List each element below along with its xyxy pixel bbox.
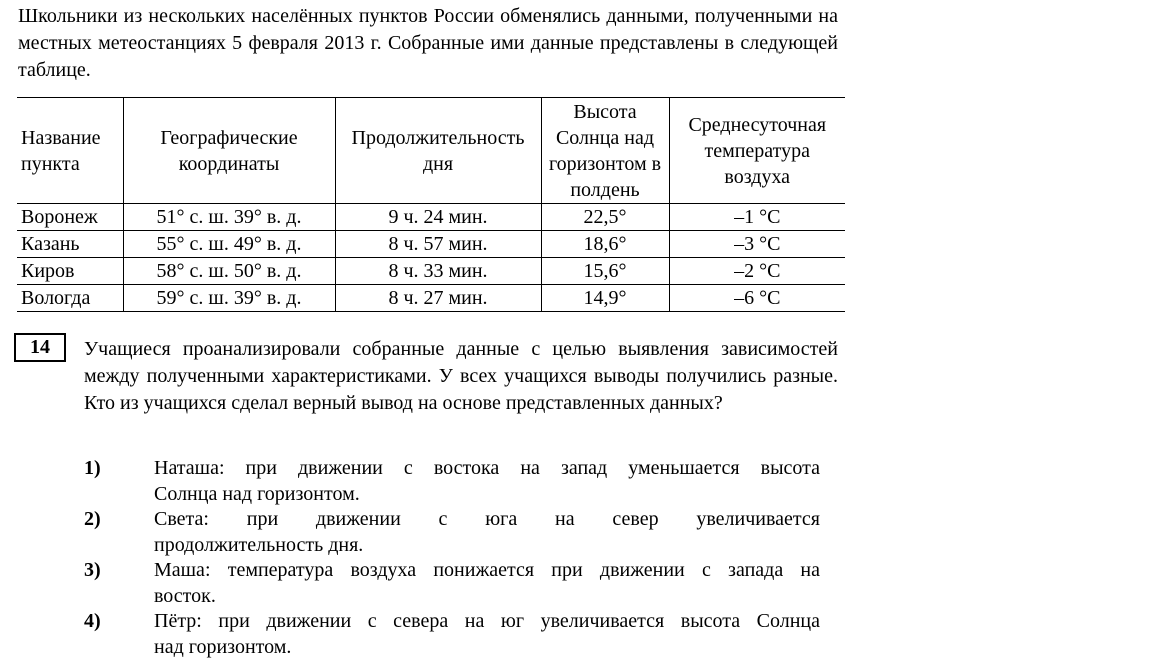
header-sun-altitude: Высота Солнца над горизонтом в полдень [541, 98, 669, 204]
option-text [154, 506, 820, 558]
intro-paragraph: Школьники из нескольких населённых пунктов России обменялись данными, полученными на местных метеостанциях 5 февраля 2013 г. Собранные ими данные представлены в следующей таблице. [18, 5, 838, 81]
table-row [17, 231, 845, 258]
cell-day-length: 8 ч. 27 мин. [335, 285, 541, 312]
answer-options [84, 455, 820, 659]
option-line: Пётр: при движении с севера на юг увеличивается высота Солнца [154, 610, 820, 632]
cell-sun-altitude: 18,6° [541, 231, 669, 258]
cell-temperature: –6 °С [669, 285, 845, 312]
answer-option-4[interactable] [84, 608, 820, 660]
cell-coordinates: 58° с. ш. 50° в. д. [123, 258, 335, 285]
option-number: 1) [84, 457, 101, 479]
cell-temperature: –2 °С [669, 258, 845, 285]
cell-settlement: Киров [17, 258, 123, 285]
option-line: Солнца над горизонтом. [154, 483, 360, 505]
cell-temperature: –3 °С [669, 231, 845, 258]
cell-sun-altitude: 14,9° [541, 285, 669, 312]
cell-day-length: 9 ч. 24 мин. [335, 204, 541, 231]
question-text: Учащиеся проанализировали собранные данные с целью выявления зависимостей между полученными характеристиками. У всех учащихся выводы получились разные. Кто из учащихся сделал верный вывод на основе представленных данных? [84, 338, 838, 414]
cell-settlement: Вологда [17, 285, 123, 312]
answer-option-2[interactable] [84, 506, 820, 558]
table-row [17, 258, 845, 285]
table-header-row [17, 98, 845, 204]
cell-temperature: –1 °С [669, 204, 845, 231]
option-text [154, 608, 820, 660]
question-number-box: 14 [14, 333, 66, 362]
cell-settlement: Казань [17, 231, 123, 258]
option-line: восток. [154, 585, 216, 607]
header-settlement: Название пункта [17, 98, 123, 204]
cell-coordinates: 55° с. ш. 49° в. д. [123, 231, 335, 258]
weather-data-table [17, 97, 845, 312]
cell-settlement: Воронеж [17, 204, 123, 231]
option-line: Света: при движении с юга на север увеличивается [154, 508, 820, 530]
table-row [17, 204, 845, 231]
cell-coordinates: 51° с. ш. 39° в. д. [123, 204, 335, 231]
table-row [17, 285, 845, 312]
header-day-length: Продолжительность дня [335, 98, 541, 204]
header-avg-temperature: Среднесуточная температура воздуха [669, 98, 845, 204]
header-coordinates: Географические координаты [123, 98, 335, 204]
option-line: над горизонтом. [154, 636, 292, 658]
answer-option-3[interactable] [84, 557, 820, 609]
option-number: 2) [84, 508, 101, 530]
cell-day-length: 8 ч. 33 мин. [335, 258, 541, 285]
option-line: Наташа: при движении с востока на запад уменьшается высота [154, 457, 820, 479]
option-number: 3) [84, 559, 101, 581]
cell-sun-altitude: 15,6° [541, 258, 669, 285]
option-line: продолжительность дня. [154, 534, 364, 556]
option-text [154, 455, 820, 507]
cell-day-length: 8 ч. 57 мин. [335, 231, 541, 258]
option-line: Маша: температура воздуха понижается при движении с запада на [154, 559, 820, 581]
option-text [154, 557, 820, 609]
option-number: 4) [84, 610, 101, 632]
cell-coordinates: 59° с. ш. 39° в. д. [123, 285, 335, 312]
cell-sun-altitude: 22,5° [541, 204, 669, 231]
answer-option-1[interactable] [84, 455, 820, 507]
